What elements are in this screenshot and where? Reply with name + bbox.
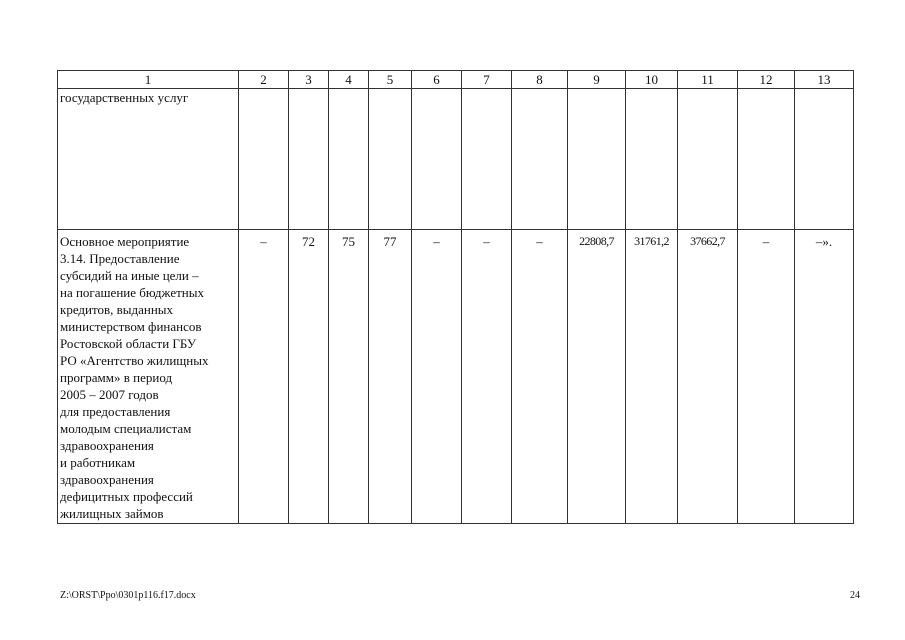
label-line: для предоставления: [60, 404, 171, 419]
budget-table: [57, 70, 854, 524]
header-row: [58, 71, 854, 89]
page-number: 24: [850, 590, 860, 601]
footer-file-path: Z:\ORST\Ppo\0301p116.f17.docx: [60, 590, 196, 601]
label-line: на погашение бюджетных: [60, 285, 204, 300]
table-cell: [289, 89, 329, 230]
table-cell: [239, 89, 289, 230]
column-header: 7: [462, 71, 512, 89]
label-line: министерством финансов: [60, 319, 202, 334]
column-header: 8: [512, 71, 568, 89]
table-cell: [369, 89, 412, 230]
label-line: 3.14. Предоставление: [60, 251, 180, 266]
table-cell: [329, 89, 369, 230]
table-cell: –: [239, 230, 289, 524]
table-row: [58, 230, 854, 524]
table-cell: [412, 89, 462, 230]
table-cell: –».: [795, 230, 854, 524]
label-line: Основное мероприятие: [60, 234, 190, 249]
label-line: 2005 – 2007 годов: [60, 387, 159, 402]
label-line: Ростовской области ГБУ: [60, 336, 197, 351]
table-cell: [738, 89, 795, 230]
label-line: кредитов, выданных: [60, 302, 174, 317]
table-row: [58, 89, 854, 230]
label-line: и работникам: [60, 455, 136, 470]
label-line: молодым специалистам: [60, 421, 192, 436]
label-line: субсидий на иные цели –: [60, 268, 199, 283]
table-cell: [795, 89, 854, 230]
column-header: 4: [329, 71, 369, 89]
table-cell: 77: [369, 230, 412, 524]
label-line: дефицитных профессий: [60, 489, 193, 504]
column-header: 3: [289, 71, 329, 89]
label-line: жилищных займов: [60, 506, 164, 521]
table-cell: [678, 89, 738, 230]
table-cell: [626, 89, 678, 230]
table-cell: [512, 89, 568, 230]
column-header: 13: [795, 71, 854, 89]
column-header: 2: [239, 71, 289, 89]
table-cell: [568, 89, 626, 230]
table-cell: –: [512, 230, 568, 524]
column-header: 6: [412, 71, 462, 89]
table-cell: –: [412, 230, 462, 524]
table-cell: –: [738, 230, 795, 524]
column-header: 5: [369, 71, 412, 89]
column-header: 11: [678, 71, 738, 89]
table-cell: 22808,7: [568, 230, 626, 524]
table-cell: 75: [329, 230, 369, 524]
label-line: РО «Агентство жилищных: [60, 353, 209, 368]
table-cell: 37662,7: [678, 230, 738, 524]
label-line: здравоохранения: [60, 438, 154, 453]
column-header: 1: [58, 71, 239, 89]
column-header: 9: [568, 71, 626, 89]
column-header: 12: [738, 71, 795, 89]
column-header: 10: [626, 71, 678, 89]
table-cell: [462, 89, 512, 230]
row-label: государственных услуг: [58, 89, 239, 230]
table-cell: –: [462, 230, 512, 524]
table-cell: 72: [289, 230, 329, 524]
table-cell: 31761,2: [626, 230, 678, 524]
row-label: [58, 230, 239, 524]
label-line: программ» в период: [60, 370, 173, 385]
label-line: здравоохранения: [60, 472, 154, 487]
